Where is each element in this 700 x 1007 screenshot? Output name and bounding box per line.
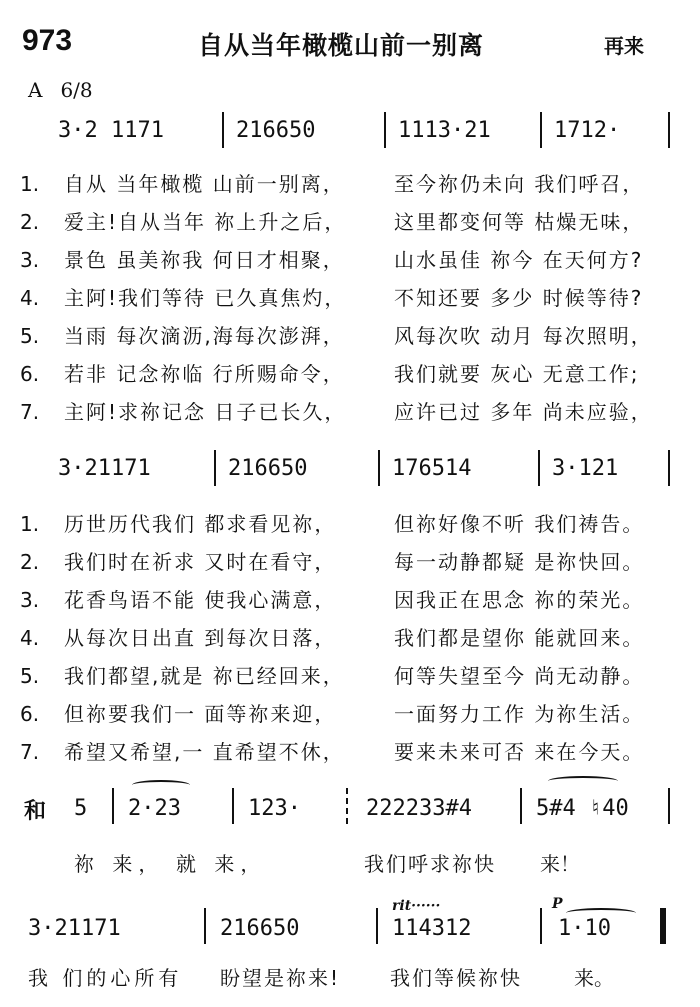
verse-line bbox=[20, 508, 644, 540]
measure-4: 222233#4 bbox=[366, 796, 472, 821]
key-label: A bbox=[28, 78, 43, 102]
barline bbox=[376, 908, 378, 944]
measure-3: 114312 bbox=[392, 916, 472, 941]
lyric-segment: 主阿!求祢记念 日子已长久， bbox=[64, 400, 347, 424]
hymn-author: 再来 bbox=[604, 34, 644, 58]
measure-2: 2·23 bbox=[128, 796, 181, 821]
chorus-word: 我 们的心所有 bbox=[28, 966, 183, 990]
lyric-segment: 我们时在祈求 又时在看守， bbox=[64, 550, 337, 574]
key-signature bbox=[28, 78, 111, 102]
lyric-segment: 若非 记念祢临 行所赐命令， bbox=[64, 362, 345, 386]
measure-4: 3·121 bbox=[552, 456, 619, 481]
verse-number: 2. bbox=[20, 210, 40, 234]
lyric-segment: 但祢要我们一 面等祢来迎， bbox=[64, 702, 337, 726]
lyric-segment: 从每次日出直 到每次日落， bbox=[64, 626, 337, 650]
barline bbox=[214, 450, 216, 486]
barline bbox=[668, 112, 670, 148]
measure-3: 176514 bbox=[392, 456, 472, 481]
barline bbox=[232, 788, 234, 824]
measure-2: 216650 bbox=[220, 916, 300, 941]
verse-line bbox=[20, 622, 644, 654]
barline bbox=[538, 450, 540, 486]
lyric-segment: 应许已过 多年 尚未应验， bbox=[394, 400, 653, 424]
ritardando-mark: rit······ bbox=[392, 898, 441, 914]
verse-line bbox=[20, 660, 644, 692]
chorus-word: 盼望是祢来! bbox=[220, 966, 341, 990]
measure-1: 5 bbox=[74, 796, 88, 821]
verse-line bbox=[20, 320, 653, 352]
verse-line bbox=[20, 168, 644, 200]
verse-number: 7. bbox=[20, 400, 40, 424]
verse-line bbox=[20, 282, 643, 314]
lyric-segment: 每一动静都疑 是祢快回。 bbox=[394, 550, 645, 574]
measure-5: 5#4 ♮40 bbox=[536, 796, 629, 821]
verse-number: 3. bbox=[20, 588, 40, 612]
measure-4: 1·10 bbox=[558, 916, 611, 941]
lyric-segment: 历世历代我们 都求看见祢， bbox=[64, 512, 337, 536]
hymn-title: 自从当年橄榄山前一别离 bbox=[198, 31, 485, 60]
chorus-word: 祢 来， bbox=[74, 852, 165, 876]
measure-1: 3·21171 bbox=[28, 916, 121, 941]
lyric-segment: 这里都变何等 枯燥无味， bbox=[394, 210, 645, 234]
chorus-word: 来。 bbox=[574, 966, 614, 990]
lyric-segment: 当雨 每次滴沥,海每次澎湃， bbox=[64, 324, 345, 348]
slur-mark bbox=[132, 780, 190, 790]
verse-line bbox=[20, 206, 644, 238]
verse-number: 1. bbox=[20, 172, 40, 196]
chorus-word: 来！ bbox=[540, 852, 580, 876]
slur-mark bbox=[548, 776, 618, 786]
barline bbox=[384, 112, 386, 148]
lyric-segment: 风每次吹 动月 每次照明， bbox=[394, 324, 653, 348]
barline bbox=[668, 450, 670, 486]
barline bbox=[112, 788, 114, 824]
piano-dynamic-mark: P bbox=[552, 896, 563, 912]
verse-number: 4. bbox=[20, 626, 40, 650]
verse-number: 1. bbox=[20, 512, 40, 536]
lyric-segment: 自从 当年橄榄 山前一别离， bbox=[64, 172, 345, 196]
barline bbox=[540, 112, 542, 148]
hymn-number: 973 bbox=[22, 24, 73, 57]
verse-line bbox=[20, 546, 644, 578]
barline bbox=[204, 908, 206, 944]
barline bbox=[222, 112, 224, 148]
verse-number: 6. bbox=[20, 702, 40, 726]
measure-4: 1712· bbox=[554, 118, 621, 143]
lyric-segment: 希望又希望,一 直希望不休， bbox=[64, 740, 345, 764]
lyric-segment: 不知还要 多少 时候等待? bbox=[394, 286, 644, 310]
lyric-segment: 我们就要 灰心 无意工作; bbox=[394, 362, 640, 386]
dashed-barline bbox=[346, 788, 348, 824]
measure-3: 123· bbox=[248, 796, 301, 821]
chorus-label: 和 bbox=[24, 799, 47, 824]
measure-1: 3·2 1171 bbox=[58, 118, 164, 143]
verse-line bbox=[20, 396, 653, 428]
verse-number: 2. bbox=[20, 550, 40, 574]
verse-line bbox=[20, 736, 644, 768]
barline bbox=[540, 908, 542, 944]
lyric-segment: 但祢好像不听 我们祷告。 bbox=[394, 512, 645, 536]
barline bbox=[668, 788, 670, 824]
verse-number: 7. bbox=[20, 740, 40, 764]
measure-1: 3·21171 bbox=[58, 456, 151, 481]
measure-2: 216650 bbox=[236, 118, 316, 143]
verse-number: 6. bbox=[20, 362, 40, 386]
lyric-segment: 主阿!我们等待 已久真焦灼， bbox=[64, 286, 347, 310]
chorus-word: 就 来， bbox=[176, 852, 267, 876]
lyric-segment: 我们都望,就是 祢已经回来， bbox=[64, 664, 345, 688]
lyric-segment: 因我正在思念 祢的荣光。 bbox=[394, 588, 645, 612]
lyric-segment: 爱主!自从当年 祢上升之后， bbox=[64, 210, 347, 234]
lyric-segment: 一面努力工作 为祢生活。 bbox=[394, 702, 645, 726]
verse-line bbox=[20, 358, 639, 390]
verse-number: 4. bbox=[20, 286, 40, 310]
lyric-segment: 要来未来可否 来在今天。 bbox=[394, 740, 645, 764]
lyric-segment: 何等失望至今 尚无动静。 bbox=[394, 664, 645, 688]
lyric-segment: 至今祢仍未向 我们呼召， bbox=[394, 172, 645, 196]
verse-number: 5. bbox=[20, 324, 40, 348]
measure-3: 1113·21 bbox=[398, 118, 491, 143]
barline bbox=[378, 450, 380, 486]
lyric-segment: 我们都是望你 能就回来。 bbox=[394, 626, 645, 650]
lyric-segment: 花香鸟语不能 使我心满意， bbox=[64, 588, 337, 612]
verse-number: 3. bbox=[20, 248, 40, 272]
verse-number: 5. bbox=[20, 664, 40, 688]
verse-line bbox=[20, 698, 644, 730]
barline bbox=[520, 788, 522, 824]
final-barline bbox=[660, 908, 666, 944]
lyric-segment: 景色 虽美祢我 何日才相聚， bbox=[64, 248, 345, 272]
verse-line bbox=[20, 244, 643, 276]
measure-2: 216650 bbox=[228, 456, 308, 481]
time-signature: 6/8 bbox=[60, 78, 93, 102]
verse-line bbox=[20, 584, 644, 616]
chorus-word: 我们呼求祢快 bbox=[364, 852, 496, 876]
chorus-word: 我们等候祢快 bbox=[390, 966, 522, 990]
lyric-segment: 山水虽佳 祢今 在天何方? bbox=[394, 248, 644, 272]
